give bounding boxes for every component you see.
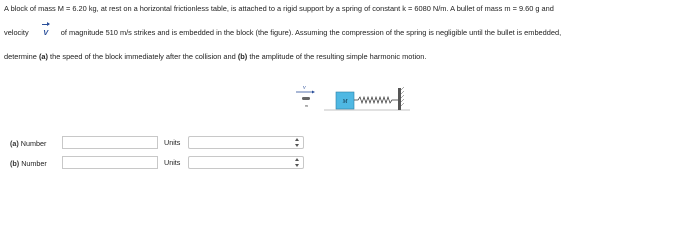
problem-line-1: A block of mass M = 6.20 kg, at rest on a horizontal frictionless table, is attached to a rigid support by a spring of constant k = 6080 N/m. A bullet of mass m = 9.60 g and bbox=[4, 4, 554, 13]
answer-a-units-select[interactable] bbox=[188, 136, 304, 149]
answer-b-number-label: Number bbox=[21, 159, 47, 168]
bullet-velocity-arrowhead bbox=[312, 91, 315, 94]
select-arrows-icon bbox=[295, 158, 300, 167]
answer-b-units-label: Units bbox=[164, 158, 181, 167]
answer-a-label bbox=[10, 139, 46, 148]
answer-b-units-select[interactable] bbox=[188, 156, 304, 169]
part-a-tag: (a) bbox=[38, 52, 48, 61]
problem-line-2 bbox=[4, 28, 561, 38]
answer-b-label bbox=[10, 159, 47, 168]
problem-line-3 bbox=[4, 52, 426, 62]
answer-a-tag: (a) bbox=[10, 139, 19, 148]
problem-line-3-post: the amplitude of the resulting simple harmonic motion. bbox=[249, 52, 427, 61]
rigid-support bbox=[398, 88, 401, 110]
problem-line-2-post: of magnitude 510 m/s strikes and is embedded in the block (the figure). Assuming the compression of the spring is negligible until the bullet is embedded, bbox=[60, 28, 562, 37]
problem-line-2-pre: velocity bbox=[4, 28, 29, 37]
select-arrows-icon bbox=[295, 138, 300, 147]
answer-a-units-label: Units bbox=[164, 138, 181, 147]
answer-b-tag: (b) bbox=[10, 159, 20, 168]
problem-line-3-pre: determine bbox=[4, 52, 37, 61]
answer-a-number-label: Number bbox=[20, 139, 47, 148]
problem-line-3-mid: the speed of the block immediately after the collision and bbox=[50, 52, 236, 61]
part-b-tag: (b) bbox=[237, 52, 248, 61]
spring bbox=[354, 97, 398, 103]
bullet-mass-label: m bbox=[305, 103, 308, 108]
figure-bullet-block-spring bbox=[294, 80, 412, 116]
answer-a-number-input[interactable] bbox=[62, 136, 158, 149]
bullet-velocity-label: v bbox=[303, 85, 306, 91]
bullet bbox=[302, 97, 310, 100]
answer-b-number-input[interactable] bbox=[62, 156, 158, 169]
velocity-vector-symbol: V bbox=[41, 28, 51, 38]
block-mass-label: M bbox=[342, 99, 348, 105]
